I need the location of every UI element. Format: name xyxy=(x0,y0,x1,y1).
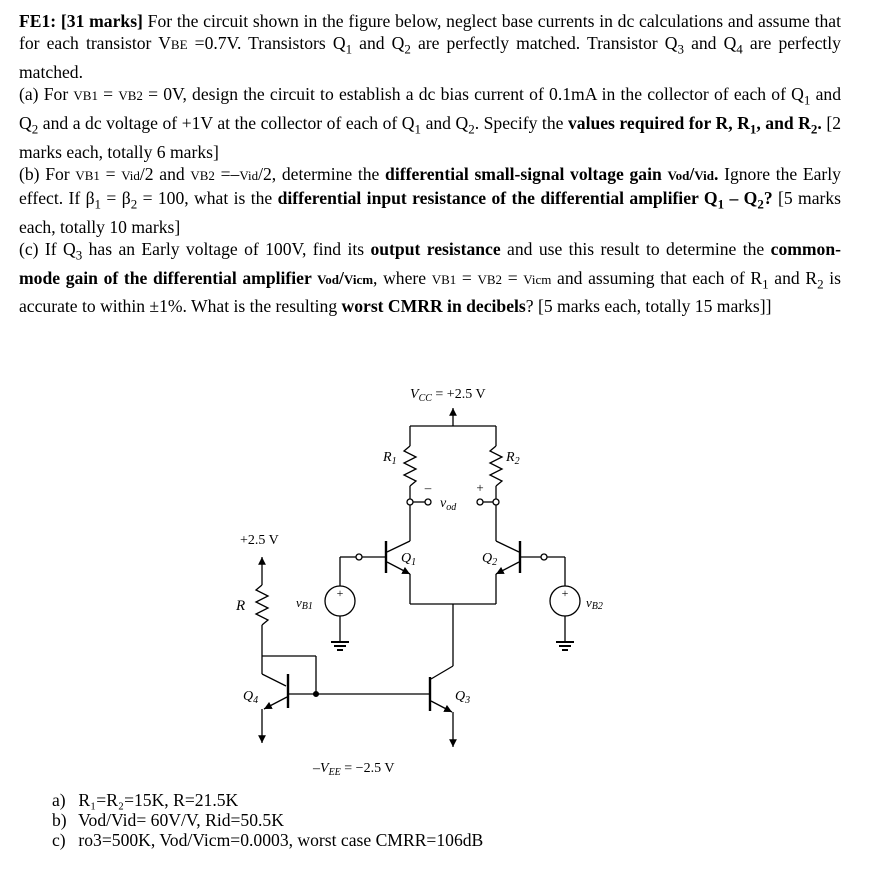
vcc-label: $V_{CC} = +2.5$ V xyxy=(410,387,486,404)
q4-label: $Q_4$ xyxy=(243,689,259,706)
q3-collector xyxy=(431,666,453,679)
plus-supply-label: +2.5 V xyxy=(240,533,279,548)
q1-collector-terminal xyxy=(407,499,413,505)
vb2-terminal xyxy=(541,554,547,560)
r-label: R xyxy=(236,598,246,614)
vod-minus-sign: – xyxy=(424,480,432,495)
vb1-label: vB1 xyxy=(296,595,313,612)
vb1-plus-sign: + xyxy=(336,586,344,600)
r1-resistor xyxy=(404,446,416,486)
part-c: (c) If $Q_3$ has an Early voltage of 100V, find its output resistance and use this result to determine the common-mode gain of the differential amplifier Vod/Vicm, where VB1 = VB2 = Vicm and assuming that each of $R_1$ and $R_2$ is accurate to within ±1%. What is the resulting worst CMRR in decibels? [5 marks each, totally 15 marks]] xyxy=(19,238,841,317)
r1-label: $R_1$ xyxy=(383,450,397,467)
vb2-label: vB2 xyxy=(586,595,603,612)
q3-label: $Q_3$ xyxy=(455,689,471,706)
q2-label: $Q_2$ xyxy=(482,551,498,568)
vod-plus-sign: + xyxy=(476,480,484,495)
q1-label: $Q_1$ xyxy=(401,551,417,568)
vee-label: $-V_{EE} = -2.5$ V xyxy=(313,761,395,778)
q4-emitter xyxy=(264,697,287,709)
r2-resistor xyxy=(490,446,502,486)
r-resistor xyxy=(256,585,268,625)
vod-label: $v_{od}$ xyxy=(440,496,457,513)
q4-collector xyxy=(262,674,286,686)
answer-c: c) ro3=500K, Vod/Vicm=0.0003, worst case CMRR=106dB xyxy=(52,830,484,850)
r2-label: $R_2$ xyxy=(506,450,520,467)
q2-collector xyxy=(496,541,519,552)
answer-b: b) Vod/Vid= 60V/V, Rid=50.5K xyxy=(52,810,284,830)
vod-terminal-minus xyxy=(425,499,431,505)
answer-list xyxy=(52,790,483,850)
problem-intro: FE1: [31 marks] For the circuit shown in the figure below, neglect base currents in dc calculations and assume that for each transistor VBE =0.7V. Transistors $Q_1$ and $Q_2$ are perfectly matched. Transistor $Q_3$ and $Q_4$ are perfectly matched. xyxy=(19,11,841,82)
vb1-terminal xyxy=(356,554,362,560)
part-b: (b) For VB1 = Vid/2 and VB2 =–Vid/2, determine the differential small-signal voltage gain Vod/Vid. Ignore the Early effect. If $\beta_1 = \beta_2 = 100$, what is the differential input resistance of the differential amplifier $Q_1 - Q_2$? [5 marks each, totally 10 marks] xyxy=(19,163,842,237)
vb2-plus-sign: + xyxy=(561,586,569,600)
q3-emitter xyxy=(431,701,452,712)
answer-a: a) R₁=R₂=15K, R=21.5K xyxy=(52,790,239,810)
bias-node xyxy=(314,692,319,697)
part-a: (a) For VB1 = VB2 = 0V, design the circuit to establish a dc bias current of 0.1mA in the collector of each of $Q_1$ and $Q_2$ and a dc voltage of +1V at the collector of each of $Q_1$ and $Q_2$. Specify the values required for R, $R_1$, and $R_2$. [2 marks each, totally 6 marks] xyxy=(19,84,841,162)
vod-terminal-plus xyxy=(477,499,483,505)
q2-emitter xyxy=(496,562,519,574)
q2-collector-terminal xyxy=(493,499,499,505)
